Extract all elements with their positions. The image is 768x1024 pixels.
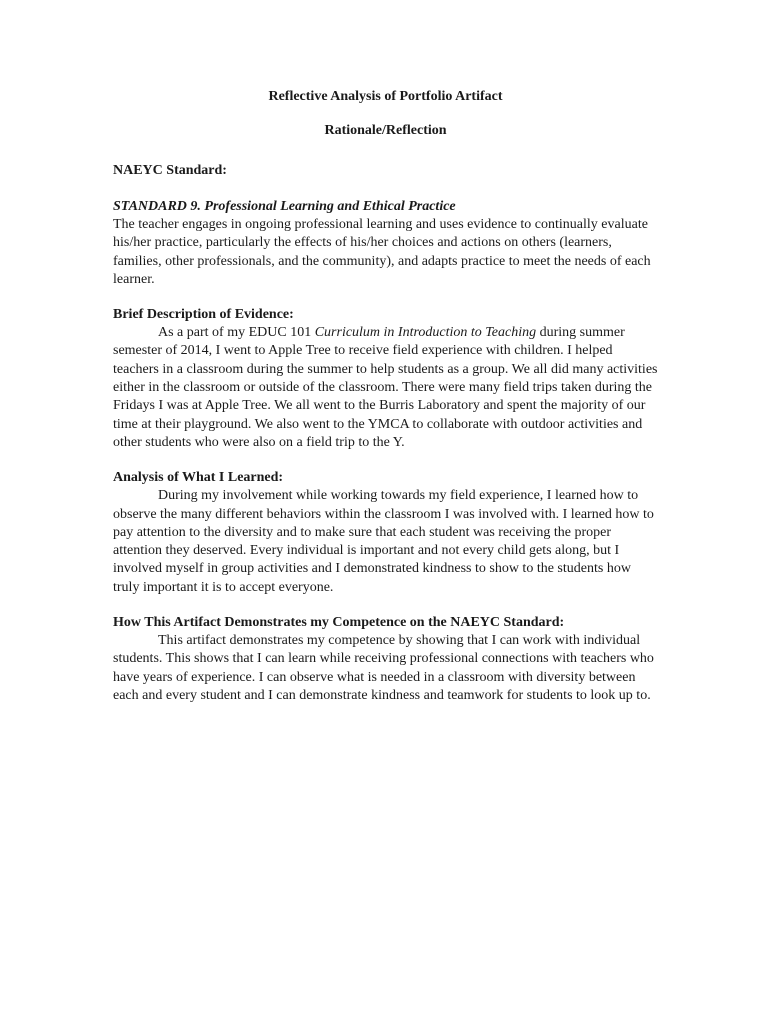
document-title: Reflective Analysis of Portfolio Artifact bbox=[268, 89, 503, 104]
competence-paragraph: This artifact demonstrates my competence by showing that I can work with individual students. This shows that I can learn while receiving professional connections with teachers who have years of experience. I can observe what is needed in a classroom with diversity between each and every student and I can demonstrate kindness and teamwork for students to look up to. bbox=[113, 633, 654, 703]
competence-section bbox=[113, 614, 658, 705]
document-page bbox=[113, 88, 658, 705]
analysis-heading: Analysis of What I Learned: bbox=[113, 470, 284, 486]
analysis-section bbox=[113, 469, 658, 597]
course-title: Curriculum in Introduction to Teaching bbox=[314, 325, 537, 341]
standard-label: NAEYC Standard: bbox=[113, 163, 227, 178]
analysis-paragraph: During my involvement while working towards my field experience, I learned how to observe the many different behaviors within the classroom I was involved with. I learned how to pay attention to the diversity and to make sure that each student was receiving the proper attention they deserved. Every individual is important and not every child gets along, but I involved myself in group activities and I demonstrated kindness to show to the students how truly important it is to accept everyone. bbox=[113, 488, 654, 595]
evidence-text-before: As a part of my EDUC 101 bbox=[158, 325, 315, 341]
document-subtitle: Rationale/Reflection bbox=[324, 123, 447, 138]
standard-title: STANDARD 9. Professional Learning and Ethical Practice bbox=[113, 199, 456, 214]
evidence-heading: Brief Description of Evidence: bbox=[113, 307, 294, 323]
evidence-paragraph bbox=[113, 324, 658, 452]
competence-heading: How This Artifact Demonstrates my Competence on the NAEYC Standard: bbox=[113, 615, 565, 631]
evidence-section bbox=[113, 306, 658, 452]
standard-description: The teacher engages in ongoing professional learning and uses evidence to continually evaluate his/her practice, particularly the effects of his/her choices and actions on others (learners, families, other professionals, and the community), and adapts practice to meet the needs of each learner. bbox=[113, 217, 651, 287]
evidence-text-after: during summer semester of 2014, I went to Apple Tree to receive field experience with children. I helped teachers in a classroom during the summer to help students as a group. We all did many activities either in the classroom or outside of the classroom. There were many field trips taken during the Fridays I was at Apple Tree. We all went to the Burris Laboratory and spent the majority of our time at their playground. We also went to the YMCA to collaborate with outdoor activities and other students who were also on a field trip to the Y. bbox=[113, 325, 658, 450]
